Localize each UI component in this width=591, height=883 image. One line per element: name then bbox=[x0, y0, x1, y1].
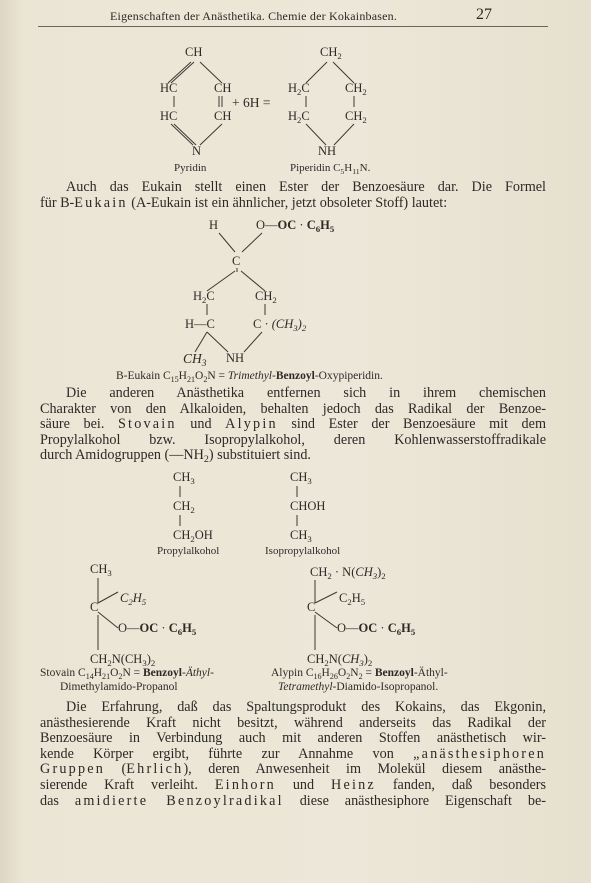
stovaine-atom-ch3: $CH_3$ bbox=[90, 562, 112, 578]
paragraph-line: Charakter von den Alkaloiden, behalten jedoch das Radikal der Benzoe- bbox=[40, 400, 546, 417]
propyl-atom-ch2oh: $CH_2OH$ bbox=[173, 528, 213, 544]
paragraph-line: anästhesierende Kraft nicht besitzt, während anderseits das Radikal der bbox=[40, 714, 546, 731]
pyridine-atom-ch-lower: CH bbox=[214, 109, 232, 123]
eucaine-ester-group: O—OC · $C_6H_5$ bbox=[256, 218, 335, 234]
eucaine-atom-c: C bbox=[232, 254, 241, 268]
stovaine-atom-c2h5: $C_2H_5$ bbox=[120, 591, 147, 607]
paragraph-line: für B-Eukain (A-Eukain ist ein ähnlicher, jetzt obsoleter Stoff) lautet: bbox=[40, 194, 448, 211]
paragraph-anesthesiophore bbox=[40, 700, 546, 809]
isopropyl-atom-choh: CHOH bbox=[290, 499, 326, 513]
isopropyl-atom-ch3-top: $CH_3$ bbox=[290, 470, 312, 486]
eucaine-caption: B-Eukain $C_{15}H_{21}O_2N$ = Trimethyl-Benzoyl-Oxypiperidin. bbox=[116, 370, 383, 384]
pyridine-atom-ch-top: CH bbox=[185, 45, 203, 59]
pyridine-atom-ch-upper: CH bbox=[214, 81, 232, 95]
paragraph-line: säure bei. Stovain und Alypin sind Ester der Benzoesäure mit dem bbox=[40, 416, 546, 433]
stovaine-ester-group: O—OC · $C_6H_5$ bbox=[118, 621, 197, 637]
piperidine-atom-ch2-lower: $CH_2$ bbox=[345, 109, 367, 125]
eucaine-atom-ch3: $CH_3$ bbox=[183, 351, 207, 369]
paragraph-line: Gruppen (Ehrlich), deren Anwesenheit im Molekül diesem anästhe- bbox=[40, 761, 546, 778]
reaction-operator: + 6H = bbox=[232, 95, 271, 110]
paragraph-line: Auch das Eukain stellt einen Ester der Benzoesäure dar. Die Formel bbox=[66, 179, 546, 195]
pyridine-atom-hc-upper: HC bbox=[160, 81, 178, 95]
stovaine-atom-c: C bbox=[90, 600, 99, 614]
paragraph-line: das amidierte Benzoylradikal diese anästhesiphore Eigenschaft be- bbox=[40, 792, 546, 809]
propyl-caption: Propylalkohol bbox=[157, 545, 220, 557]
paragraph-line: Die anderen Anästhetika entfernen sich in ihrem chemischen bbox=[66, 385, 546, 401]
piperidine-atom-ch2-top: $CH_2$ bbox=[320, 45, 342, 61]
paragraph-line: Benzoesäure in Verbindung auch mit anderen Stoffen anästhetisch wir- bbox=[40, 730, 546, 747]
page-number: 27 bbox=[476, 6, 492, 23]
piperidine-atom-nh: NH bbox=[318, 144, 337, 158]
paragraph-line: Propylalkohol bzw. Isopropylalkohol, deren Kohlenwasserstoffradikale bbox=[40, 431, 546, 448]
isopropyl-caption: Isopropylalkohol bbox=[265, 545, 341, 557]
piperidine-atom-ch2-upper: $CH_2$ bbox=[345, 81, 367, 97]
isopropyl-atom-ch3-bottom: $CH_3$ bbox=[290, 528, 312, 544]
alypine-ester-group: O—OC · $C_6H_5$ bbox=[337, 621, 416, 637]
alypine-caption-line-2: Tetramethyl-Diamido-Isopropanol. bbox=[278, 681, 439, 693]
alypine-atom-amine: $CH_2N(CH_3)_2$ bbox=[307, 652, 373, 668]
stovaine-caption-line-1: Stovain $C_{14}H_{21}O_2N$ = Benzoyl-Äthyl- bbox=[40, 667, 214, 681]
propyl-atom-ch3: $CH_3$ bbox=[173, 470, 195, 486]
pyridine-atom-hc-lower: HC bbox=[160, 109, 178, 123]
alypine-atom-c2h5: $C_2H_5$ bbox=[339, 591, 366, 607]
stovaine-atom-amine: $CH_2N(CH_3)_2$ bbox=[90, 652, 156, 668]
eucaine-atom-h-c: H—C bbox=[185, 317, 215, 331]
propyl-atom-ch2: $CH_2$ bbox=[173, 499, 195, 515]
paragraph-line: kende Körper ergibt, führte zur Annahme von „anästhesiphoren bbox=[40, 745, 546, 762]
paragraph-other-anesthetics bbox=[40, 386, 546, 468]
pyridine-caption: Pyridin bbox=[174, 162, 207, 174]
piperidine-caption: Piperidin $C_5H_{11}N$. bbox=[290, 162, 371, 176]
stovaine-caption-line-2: Dimethylamido-Propanol bbox=[60, 681, 178, 693]
eucaine-atom-ch2: $CH_2$ bbox=[255, 289, 277, 305]
piperidine-atom-h2c-lower: $H_2C$ bbox=[288, 109, 310, 125]
alypine-caption-line-1: Alypin $C_{16}H_{26}O_2N_2$ = Benzoyl-Äthyl- bbox=[271, 667, 448, 681]
paragraph-line: sierende Kraft verleiht. Einhorn und Heinz fanden, daß besonders bbox=[40, 776, 546, 793]
eucaine-atom-h: H bbox=[209, 218, 219, 232]
alypine-atom-ch2-amine: $CH_2 \cdot N(CH_3)_2$ bbox=[310, 565, 386, 581]
paragraph-line: Die Erfahrung, daß das Spaltungsprodukt des Kokains, das Ekgonin, bbox=[66, 699, 546, 715]
paragraph-eukain-intro bbox=[40, 180, 546, 211]
piperidine-atom-h2c-upper: $H_2C$ bbox=[288, 81, 310, 97]
running-title: Eigenschaften der Anästhetika. Chemie der Kokainbasen. bbox=[110, 9, 398, 23]
eucaine-atom-nh: NH bbox=[226, 351, 245, 365]
eucaine-atom-c-dimethyl: $C \cdot (CH_3)_2$ bbox=[253, 317, 307, 333]
paragraph-line: durch Amidogruppen $(—NH_2)$ substituiert sind. bbox=[40, 447, 311, 466]
eucaine-atom-h2c: $H_2C$ bbox=[193, 289, 215, 305]
alypine-atom-c: C bbox=[307, 600, 316, 614]
pyridine-atom-n: N bbox=[192, 144, 202, 158]
